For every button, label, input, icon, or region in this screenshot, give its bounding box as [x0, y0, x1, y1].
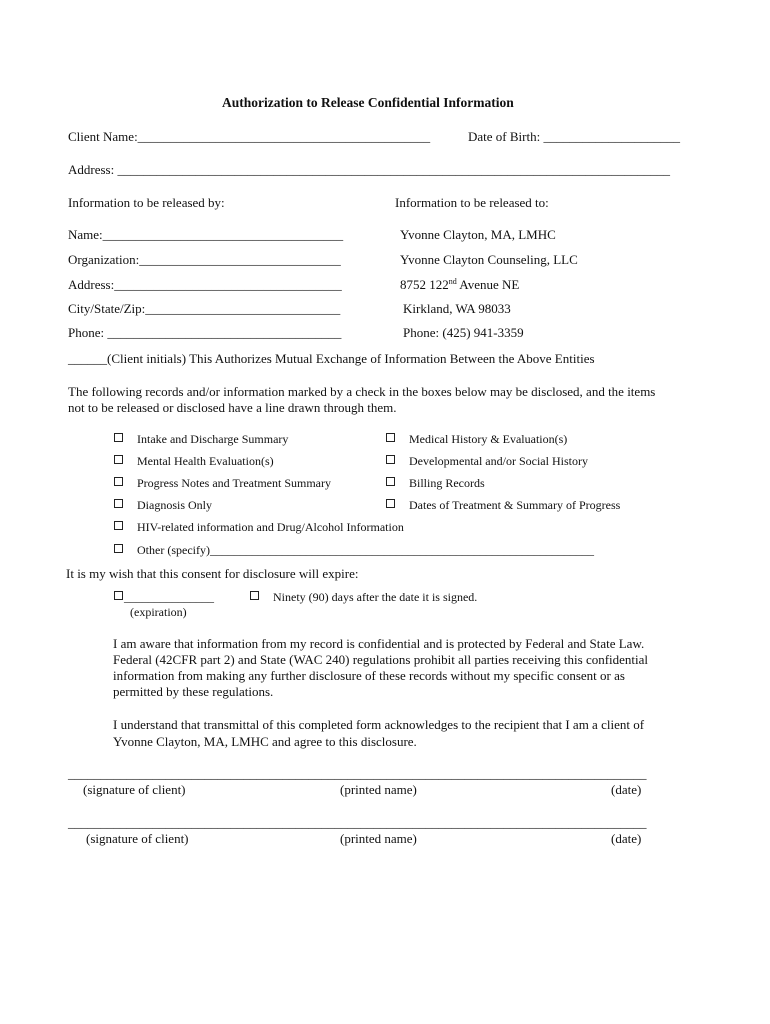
printed-name-label-1: (printed name): [340, 782, 417, 797]
checkbox-intake[interactable]: [114, 432, 288, 447]
checkbox-icon[interactable]: [386, 477, 395, 486]
checkbox-dates-label: Dates of Treatment & Summary of Progress: [409, 498, 621, 512]
checkbox-billing-label: Billing Records: [409, 476, 485, 490]
client-initials-line[interactable]: ______(Client initials) This Authorizes Mutual Exchange of Information Between the Above Entities: [68, 351, 595, 366]
checkbox-diagnosis[interactable]: [114, 498, 212, 513]
checkbox-icon[interactable]: [114, 455, 123, 464]
signature-label-2: (signature of client): [86, 831, 189, 846]
client-name-field[interactable]: Client Name:_____________________________________________: [68, 129, 431, 144]
by-address-field[interactable]: Address:___________________________________: [68, 277, 342, 292]
checkbox-icon[interactable]: [114, 544, 123, 553]
expiration-blank[interactable]: _______________: [124, 590, 214, 604]
date-of-birth-field[interactable]: Date of Birth: _____________________: [468, 129, 680, 144]
expire-heading: It is my wish that this consent for disclosure will expire:: [66, 566, 359, 581]
by-phone-field[interactable]: Phone: ____________________________________: [68, 325, 342, 340]
expiration-label: (expiration): [130, 605, 187, 619]
checkbox-icon[interactable]: [386, 499, 395, 508]
checkbox-billing[interactable]: [386, 476, 485, 491]
checkbox-icon[interactable]: [114, 433, 123, 442]
checkbox-icon[interactable]: [114, 477, 123, 486]
aware-line-3: information from making any further disclosure of these records without my specific consent or as: [113, 668, 625, 683]
signature-label-1: (signature of client): [83, 782, 186, 797]
checkbox-other-label: Other (specify)________________________________________________________________: [137, 543, 594, 557]
checkbox-icon[interactable]: [114, 591, 123, 600]
checkbox-intake-label: Intake and Discharge Summary: [137, 432, 289, 446]
checkbox-hiv[interactable]: [114, 520, 404, 535]
checkbox-mental[interactable]: [114, 454, 274, 469]
checkbox-hiv-label: HIV-related information and Drug/Alcohol Information: [137, 520, 404, 534]
to-phone: Phone: (425) 941-3359: [403, 325, 524, 340]
checkbox-other[interactable]: [114, 543, 594, 558]
to-organization: Yvonne Clayton Counseling, LLC: [400, 252, 578, 267]
to-city: Kirkland, WA 98033: [403, 301, 511, 316]
client-address-field[interactable]: Address: _____________________________________________________________________________________: [68, 162, 670, 177]
to-address: [400, 277, 519, 293]
page-title: Authorization to Release Confidential Information: [222, 95, 514, 110]
released-to-heading: Information to be released to:: [395, 195, 549, 210]
checkbox-diagnosis-label: Diagnosis Only: [137, 498, 212, 512]
by-name-field[interactable]: Name:_____________________________________: [68, 227, 344, 242]
checkbox-developmental-label: Developmental and/or Social History: [409, 454, 588, 468]
checkbox-expiration[interactable]: [114, 590, 214, 605]
to-address-suffix: nd: [448, 277, 457, 286]
understand-line-1: I understand that transmittal of this completed form acknowledges to the recipient that I am a client of: [113, 717, 645, 732]
to-address-number: 8752 122: [400, 277, 449, 292]
understand-line-2: Yvonne Clayton, MA, LMHC and agree to this disclosure.: [113, 734, 417, 749]
checkbox-icon[interactable]: [250, 591, 259, 600]
checkbox-ninety-days[interactable]: [250, 590, 477, 605]
ninety-days-label: Ninety (90) days after the date it is signed.: [273, 590, 478, 604]
checkbox-developmental[interactable]: [386, 454, 588, 469]
signature-line-2[interactable]: _________________________________________________________________________________________: [68, 815, 647, 830]
date-label-2: (date): [611, 831, 642, 846]
date-label-1: (date): [611, 782, 642, 797]
checkbox-mental-label: Mental Health Evaluation(s): [137, 454, 274, 468]
aware-line-2: Federal (42CFR part 2) and State (WAC 240) regulations prohibit all parties receiving this confidential: [113, 652, 649, 667]
checkbox-progress[interactable]: [114, 476, 331, 491]
checkbox-icon[interactable]: [114, 521, 123, 530]
checkbox-progress-label: Progress Notes and Treatment Summary: [137, 476, 331, 490]
records-intro-line-2: not to be released or disclosed have a line drawn through them.: [68, 400, 397, 415]
checkbox-icon[interactable]: [386, 433, 395, 442]
checkbox-medical[interactable]: [386, 432, 567, 447]
aware-line-4: permitted by these regulations.: [113, 684, 274, 699]
checkbox-medical-label: Medical History & Evaluation(s): [409, 432, 568, 446]
to-address-street: Avenue NE: [456, 277, 520, 292]
aware-line-1: I am aware that information from my record is confidential and is protected by Federal and State Law.: [113, 636, 645, 651]
records-intro-line-1: The following records and/or information marked by a check in the boxes below may be disclosed, and the items: [68, 384, 656, 399]
released-by-heading: Information to be released by:: [68, 195, 225, 210]
checkbox-icon[interactable]: [114, 499, 123, 508]
printed-name-label-2: (printed name): [340, 831, 417, 846]
by-city-field[interactable]: City/State/Zip:______________________________: [68, 301, 341, 316]
signature-line-1[interactable]: _________________________________________________________________________________________: [68, 766, 647, 781]
by-organization-field[interactable]: Organization:_______________________________: [68, 252, 341, 267]
checkbox-dates[interactable]: [386, 498, 620, 513]
to-name: Yvonne Clayton, MA, LMHC: [400, 227, 556, 242]
checkbox-icon[interactable]: [386, 455, 395, 464]
